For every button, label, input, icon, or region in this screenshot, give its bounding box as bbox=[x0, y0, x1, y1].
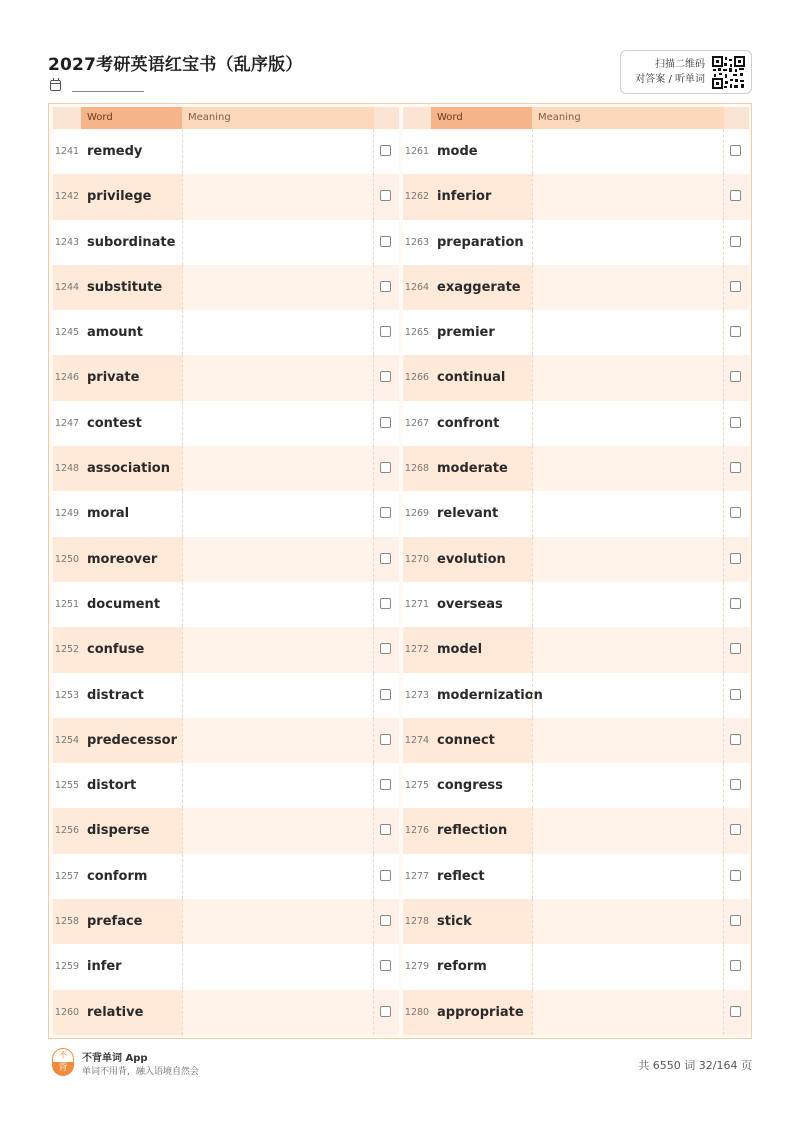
table-row bbox=[403, 582, 749, 627]
meaning-cell[interactable] bbox=[532, 220, 724, 265]
meaning-cell[interactable] bbox=[182, 174, 374, 219]
table-row bbox=[403, 491, 749, 536]
word-number: 1251 bbox=[53, 582, 81, 627]
page-header bbox=[48, 50, 752, 100]
checkbox[interactable] bbox=[730, 824, 741, 835]
checkbox[interactable] bbox=[730, 689, 741, 700]
word-text: connect bbox=[431, 718, 532, 763]
check-cell bbox=[374, 220, 399, 265]
checkbox[interactable] bbox=[730, 281, 741, 292]
checkbox[interactable] bbox=[380, 281, 391, 292]
meaning-cell[interactable] bbox=[182, 491, 374, 536]
word-number: 1254 bbox=[53, 718, 81, 763]
table-row bbox=[53, 310, 399, 355]
qr-code-icon[interactable] bbox=[712, 56, 745, 89]
check-cell bbox=[374, 355, 399, 400]
word-text: distort bbox=[81, 763, 182, 808]
vocabulary-table bbox=[48, 103, 752, 1039]
checkbox[interactable] bbox=[380, 960, 391, 971]
word-text: inferior bbox=[431, 174, 532, 219]
table-row bbox=[53, 174, 399, 219]
table-row bbox=[403, 673, 749, 718]
table-row bbox=[53, 446, 399, 491]
table-row bbox=[403, 129, 749, 174]
word-text: remedy bbox=[81, 129, 182, 174]
word-number: 1252 bbox=[53, 627, 81, 672]
word-number: 1261 bbox=[403, 129, 431, 174]
column-left bbox=[53, 107, 399, 1035]
check-cell bbox=[374, 763, 399, 808]
check-cell bbox=[724, 627, 749, 672]
meaning-cell[interactable] bbox=[532, 491, 724, 536]
check-cell bbox=[724, 990, 749, 1035]
rows-left bbox=[53, 129, 399, 1035]
meaning-cell[interactable] bbox=[532, 763, 724, 808]
check-cell bbox=[724, 220, 749, 265]
meaning-cell[interactable] bbox=[182, 808, 374, 853]
checkbox[interactable] bbox=[380, 689, 391, 700]
word-number: 1275 bbox=[403, 763, 431, 808]
word-text: disperse bbox=[81, 808, 182, 853]
header-num-cell bbox=[53, 107, 81, 129]
meaning-cell[interactable] bbox=[182, 944, 374, 989]
word-text: congress bbox=[431, 763, 532, 808]
checkbox[interactable] bbox=[730, 1006, 741, 1017]
word-number: 1258 bbox=[53, 899, 81, 944]
word-text: premier bbox=[431, 310, 532, 355]
check-cell bbox=[724, 537, 749, 582]
word-number: 1264 bbox=[403, 265, 431, 310]
check-cell bbox=[724, 174, 749, 219]
check-cell bbox=[724, 763, 749, 808]
word-number: 1260 bbox=[53, 990, 81, 1035]
word-text: evolution bbox=[431, 537, 532, 582]
table-row bbox=[403, 174, 749, 219]
table-row bbox=[53, 990, 399, 1035]
table-row bbox=[403, 763, 749, 808]
table-row bbox=[53, 401, 399, 446]
meaning-cell[interactable] bbox=[532, 446, 724, 491]
table-row bbox=[403, 899, 749, 944]
table-row bbox=[53, 220, 399, 265]
word-number: 1255 bbox=[53, 763, 81, 808]
header-check-cell bbox=[374, 107, 399, 129]
check-cell bbox=[724, 944, 749, 989]
word-number: 1245 bbox=[53, 310, 81, 355]
checkbox[interactable] bbox=[730, 507, 741, 518]
table-row bbox=[53, 718, 399, 763]
word-text: stick bbox=[431, 899, 532, 944]
check-cell bbox=[724, 582, 749, 627]
meaning-cell[interactable] bbox=[182, 265, 374, 310]
word-text: moreover bbox=[81, 537, 182, 582]
check-cell bbox=[724, 673, 749, 718]
word-text: conform bbox=[81, 854, 182, 899]
word-text: modernization bbox=[431, 673, 532, 718]
word-text: contest bbox=[81, 401, 182, 446]
meaning-cell[interactable] bbox=[182, 582, 374, 627]
meaning-cell[interactable] bbox=[182, 401, 374, 446]
checkbox[interactable] bbox=[730, 462, 741, 473]
app-tagline: 单词不用背，融入语境自然会 bbox=[82, 1067, 200, 1077]
check-cell bbox=[724, 808, 749, 853]
word-text: distract bbox=[81, 673, 182, 718]
meaning-cell[interactable] bbox=[532, 808, 724, 853]
logo-bottom: 背 bbox=[52, 1062, 74, 1076]
meaning-cell[interactable] bbox=[532, 537, 724, 582]
meaning-cell[interactable] bbox=[182, 446, 374, 491]
checkbox[interactable] bbox=[380, 371, 391, 382]
date-underline bbox=[72, 91, 144, 92]
word-number: 1257 bbox=[53, 854, 81, 899]
meaning-cell[interactable] bbox=[182, 627, 374, 672]
checkbox[interactable] bbox=[380, 507, 391, 518]
checkbox[interactable] bbox=[730, 915, 741, 926]
word-text: privilege bbox=[81, 174, 182, 219]
meaning-cell[interactable] bbox=[532, 582, 724, 627]
checkbox[interactable] bbox=[730, 779, 741, 790]
word-number: 1274 bbox=[403, 718, 431, 763]
meaning-cell[interactable] bbox=[532, 355, 724, 400]
checkbox[interactable] bbox=[730, 417, 741, 428]
checkbox[interactable] bbox=[380, 734, 391, 745]
check-cell bbox=[724, 854, 749, 899]
check-cell bbox=[374, 174, 399, 219]
checkbox[interactable] bbox=[380, 190, 391, 201]
word-text: association bbox=[81, 446, 182, 491]
qr-panel[interactable] bbox=[620, 50, 752, 94]
page-footer bbox=[48, 1046, 752, 1086]
word-number: 1269 bbox=[403, 491, 431, 536]
meaning-cell[interactable] bbox=[182, 718, 374, 763]
check-cell bbox=[724, 718, 749, 763]
table-row bbox=[403, 627, 749, 672]
meaning-cell[interactable] bbox=[532, 673, 724, 718]
checkbox[interactable] bbox=[730, 643, 741, 654]
checkbox[interactable] bbox=[380, 870, 391, 881]
word-number: 1277 bbox=[403, 854, 431, 899]
page-count: 共 6550 词 32/164 页 bbox=[638, 1059, 752, 1072]
table-row bbox=[53, 355, 399, 400]
app-name: 不背单词 App bbox=[82, 1053, 148, 1064]
checkbox[interactable] bbox=[380, 1006, 391, 1017]
check-cell bbox=[374, 537, 399, 582]
table-row bbox=[403, 808, 749, 853]
meaning-cell[interactable] bbox=[532, 990, 724, 1035]
meaning-cell[interactable] bbox=[182, 854, 374, 899]
check-cell bbox=[724, 491, 749, 536]
meaning-cell[interactable] bbox=[182, 899, 374, 944]
check-cell bbox=[374, 582, 399, 627]
word-number: 1267 bbox=[403, 401, 431, 446]
word-number: 1248 bbox=[53, 446, 81, 491]
checkbox[interactable] bbox=[730, 960, 741, 971]
table-row bbox=[403, 220, 749, 265]
checkbox[interactable] bbox=[380, 326, 391, 337]
table-row bbox=[403, 355, 749, 400]
table-row bbox=[53, 763, 399, 808]
check-cell bbox=[724, 129, 749, 174]
table-row bbox=[53, 129, 399, 174]
meaning-cell[interactable] bbox=[532, 401, 724, 446]
table-row bbox=[403, 446, 749, 491]
word-text: model bbox=[431, 627, 532, 672]
checkbox[interactable] bbox=[730, 190, 741, 201]
calendar-icon bbox=[50, 80, 61, 91]
check-cell bbox=[374, 627, 399, 672]
header-num-cell bbox=[403, 107, 431, 129]
table-row bbox=[53, 854, 399, 899]
word-number: 1244 bbox=[53, 265, 81, 310]
table-row bbox=[53, 265, 399, 310]
check-cell bbox=[374, 990, 399, 1035]
word-number: 1265 bbox=[403, 310, 431, 355]
check-cell bbox=[374, 854, 399, 899]
check-cell bbox=[724, 899, 749, 944]
checkbox[interactable] bbox=[380, 236, 391, 247]
meaning-cell[interactable] bbox=[532, 310, 724, 355]
checkbox[interactable] bbox=[730, 598, 741, 609]
word-text: overseas bbox=[431, 582, 532, 627]
table-row bbox=[403, 944, 749, 989]
word-text: substitute bbox=[81, 265, 182, 310]
word-number: 1271 bbox=[403, 582, 431, 627]
meaning-cell[interactable] bbox=[532, 944, 724, 989]
checkbox[interactable] bbox=[380, 145, 391, 156]
word-text: infer bbox=[81, 944, 182, 989]
word-number: 1270 bbox=[403, 537, 431, 582]
check-cell bbox=[724, 310, 749, 355]
checkbox[interactable] bbox=[380, 462, 391, 473]
table-row bbox=[53, 537, 399, 582]
qr-line-2: 对答案 / 听单词 bbox=[635, 74, 705, 85]
page-title: 2027考研英语红宝书（乱序版） bbox=[48, 55, 303, 75]
checkbox[interactable] bbox=[730, 870, 741, 881]
word-text: reform bbox=[431, 944, 532, 989]
word-text: relevant bbox=[431, 491, 532, 536]
header-word: Word bbox=[431, 107, 532, 129]
checkbox[interactable] bbox=[730, 553, 741, 564]
checkbox[interactable] bbox=[730, 734, 741, 745]
check-cell bbox=[724, 355, 749, 400]
meaning-cell[interactable] bbox=[182, 355, 374, 400]
meaning-cell[interactable] bbox=[182, 220, 374, 265]
checkbox[interactable] bbox=[380, 915, 391, 926]
checkbox[interactable] bbox=[730, 145, 741, 156]
meaning-cell[interactable] bbox=[182, 673, 374, 718]
word-number: 1246 bbox=[53, 355, 81, 400]
header-meaning: Meaning bbox=[182, 107, 374, 129]
word-text: continual bbox=[431, 355, 532, 400]
word-number: 1263 bbox=[403, 220, 431, 265]
checkbox[interactable] bbox=[380, 779, 391, 790]
word-number: 1253 bbox=[53, 673, 81, 718]
check-cell bbox=[374, 446, 399, 491]
table-header bbox=[403, 107, 749, 129]
word-text: reflect bbox=[431, 854, 532, 899]
word-number: 1278 bbox=[403, 899, 431, 944]
header-word: Word bbox=[81, 107, 182, 129]
checkbox[interactable] bbox=[380, 643, 391, 654]
table-row bbox=[53, 491, 399, 536]
word-text: exaggerate bbox=[431, 265, 532, 310]
meaning-cell[interactable] bbox=[182, 310, 374, 355]
check-cell bbox=[374, 944, 399, 989]
word-text: private bbox=[81, 355, 182, 400]
checkbox[interactable] bbox=[380, 598, 391, 609]
table-row bbox=[403, 401, 749, 446]
check-cell bbox=[724, 401, 749, 446]
word-number: 1273 bbox=[403, 673, 431, 718]
check-cell bbox=[374, 808, 399, 853]
word-text: amount bbox=[81, 310, 182, 355]
checkbox[interactable] bbox=[380, 417, 391, 428]
check-cell bbox=[374, 491, 399, 536]
word-text: moral bbox=[81, 491, 182, 536]
word-number: 1247 bbox=[53, 401, 81, 446]
check-cell bbox=[374, 899, 399, 944]
word-number: 1276 bbox=[403, 808, 431, 853]
meaning-cell[interactable] bbox=[532, 718, 724, 763]
check-cell bbox=[374, 129, 399, 174]
qr-line-1: 扫描二维码 bbox=[655, 59, 705, 70]
word-text: predecessor bbox=[81, 718, 182, 763]
word-number: 1243 bbox=[53, 220, 81, 265]
word-text: mode bbox=[431, 129, 532, 174]
table-row bbox=[403, 854, 749, 899]
table-header bbox=[53, 107, 399, 129]
checkbox[interactable] bbox=[380, 553, 391, 564]
word-number: 1266 bbox=[403, 355, 431, 400]
word-text: subordinate bbox=[81, 220, 182, 265]
table-row bbox=[403, 718, 749, 763]
word-number: 1250 bbox=[53, 537, 81, 582]
table-row bbox=[53, 582, 399, 627]
checkbox[interactable] bbox=[380, 824, 391, 835]
word-text: moderate bbox=[431, 446, 532, 491]
word-number: 1279 bbox=[403, 944, 431, 989]
word-number: 1268 bbox=[403, 446, 431, 491]
header-check-cell bbox=[724, 107, 749, 129]
qr-caption bbox=[635, 57, 705, 87]
word-number: 1259 bbox=[53, 944, 81, 989]
meaning-cell[interactable] bbox=[532, 899, 724, 944]
table-row bbox=[403, 310, 749, 355]
word-number: 1249 bbox=[53, 491, 81, 536]
checkbox[interactable] bbox=[730, 326, 741, 337]
check-cell bbox=[374, 265, 399, 310]
table-row bbox=[53, 944, 399, 989]
table-row bbox=[53, 899, 399, 944]
word-number: 1280 bbox=[403, 990, 431, 1035]
check-cell bbox=[374, 718, 399, 763]
header-meaning: Meaning bbox=[532, 107, 724, 129]
table-row bbox=[53, 673, 399, 718]
word-text: preface bbox=[81, 899, 182, 944]
word-text: reflection bbox=[431, 808, 532, 853]
checkbox[interactable] bbox=[730, 371, 741, 382]
word-number: 1242 bbox=[53, 174, 81, 219]
check-cell bbox=[374, 673, 399, 718]
word-number: 1256 bbox=[53, 808, 81, 853]
table-row bbox=[403, 265, 749, 310]
meaning-cell[interactable] bbox=[182, 990, 374, 1035]
check-cell bbox=[374, 310, 399, 355]
table-row bbox=[403, 990, 749, 1035]
word-text: preparation bbox=[431, 220, 532, 265]
word-text: document bbox=[81, 582, 182, 627]
meaning-cell[interactable] bbox=[532, 174, 724, 219]
meaning-cell[interactable] bbox=[182, 537, 374, 582]
check-cell bbox=[724, 446, 749, 491]
meaning-cell[interactable] bbox=[182, 763, 374, 808]
table-row bbox=[403, 537, 749, 582]
word-text: confront bbox=[431, 401, 532, 446]
word-number: 1262 bbox=[403, 174, 431, 219]
table-row bbox=[53, 627, 399, 672]
meaning-cell[interactable] bbox=[532, 627, 724, 672]
meaning-cell[interactable] bbox=[532, 854, 724, 899]
checkbox[interactable] bbox=[730, 236, 741, 247]
rows-right bbox=[403, 129, 749, 1035]
word-number: 1241 bbox=[53, 129, 81, 174]
check-cell bbox=[374, 401, 399, 446]
meaning-cell[interactable] bbox=[182, 129, 374, 174]
column-right bbox=[403, 107, 749, 1035]
app-logo-icon bbox=[52, 1048, 74, 1076]
logo-top: 不 bbox=[52, 1048, 74, 1062]
word-text: appropriate bbox=[431, 990, 532, 1035]
word-number: 1272 bbox=[403, 627, 431, 672]
meaning-cell[interactable] bbox=[532, 265, 724, 310]
check-cell bbox=[724, 265, 749, 310]
table-row bbox=[53, 808, 399, 853]
word-text: relative bbox=[81, 990, 182, 1035]
meaning-cell[interactable] bbox=[532, 129, 724, 174]
word-text: confuse bbox=[81, 627, 182, 672]
